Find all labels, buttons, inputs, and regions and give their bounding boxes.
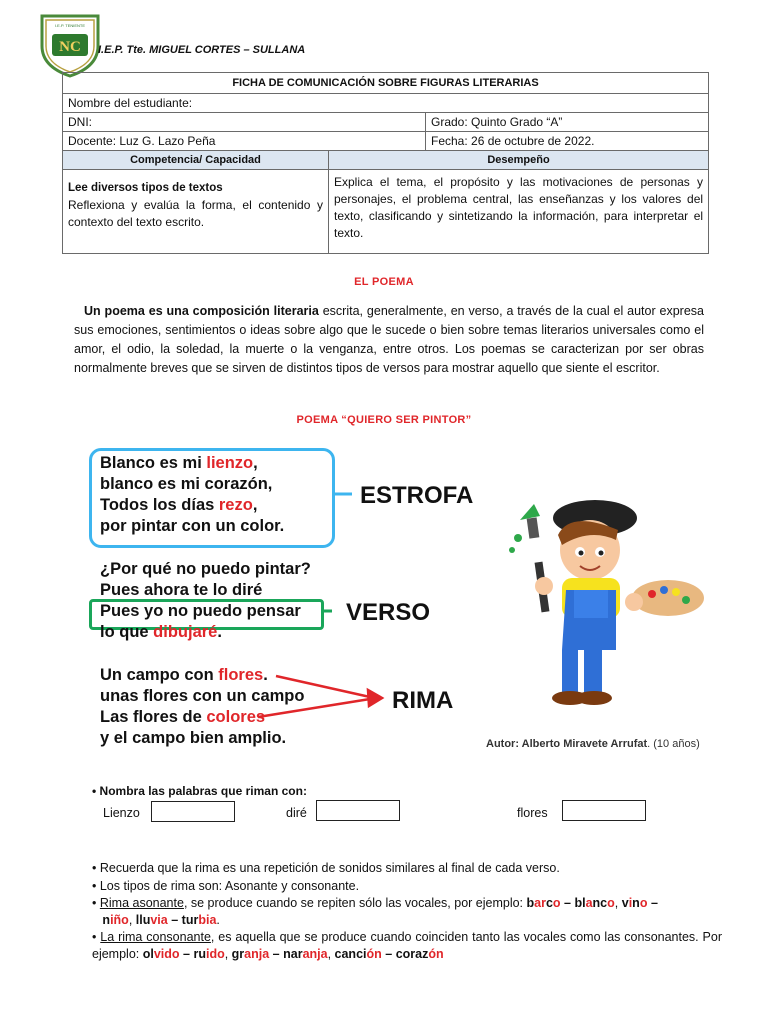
author-age: . (10 años) — [647, 738, 700, 750]
estrofa-label: ESTROFA — [360, 482, 474, 509]
desempeno-text: Explica el tema, el propósito y las motivaciones de personas y personajes, el problema central, las enseñanzas y los valores del texto, clasificando y sintetizando la información, para interpretar el texto. — [329, 170, 709, 254]
verse-3: Todos los días rezo, — [100, 496, 258, 514]
competencia-title: Lee diversos tipos de textos — [68, 182, 223, 194]
verse-2: blanco es mi corazón, — [100, 475, 273, 493]
word-dire: diré — [286, 806, 307, 820]
verse-6: Pues ahora te lo diré — [100, 581, 263, 599]
verse-4: por pintar con un color. — [100, 517, 285, 535]
verse-9: Un campo con flores. — [100, 666, 268, 684]
verse-11: Las flores de colores — [100, 708, 266, 726]
competencia-header: Competencia/ Capacidad — [63, 151, 329, 170]
intro-rest: escrita, generalmente, en verso, a través de la cual el autor expresa sus emociones, sentimientos o ideas sobre algo que le sucede o bien sobre temas literarios universales como el amor, el odio, la soledad, la muerte o la venganza, entre otros. Los poemas se caracterizan por ser obras normalmente breves que se sirven de distintos tipos de versos para mostrar aquello que siente el escritor. — [74, 304, 704, 375]
verso-label: VERSO — [346, 599, 431, 626]
stanza-3 — [100, 665, 304, 749]
stanza-1 — [100, 453, 284, 537]
note-3: • Rima asonante, se produce cuando se repiten sólo las vocales, por ejemplo: barco – blanco, vino – niño, lluvia – turbia. — [92, 896, 658, 927]
author-name: Autor: Alberto Miravete Arrufat — [486, 738, 648, 750]
verse-12: y el campo bien amplio. — [100, 729, 287, 747]
student-name-field: Nombre del estudiante: — [63, 94, 709, 113]
verse-5: ¿Por qué no puedo pintar? — [100, 560, 311, 578]
word-flores: flores — [517, 806, 548, 820]
answer-input-lienzo[interactable] — [151, 801, 235, 822]
painter-boy-illustration-icon — [500, 490, 710, 710]
verse-10: unas flores con un campo — [100, 687, 305, 705]
svg-text:NC: NC — [59, 39, 81, 55]
competencia-text: Reflexiona y evalúa la forma, el contenido y contexto del texto escrito. — [68, 198, 323, 229]
section-title: EL POEMA — [354, 276, 414, 288]
note-2: • Los tipos de rima son: Asonante y consonante. — [92, 879, 360, 893]
rima-label: RIMA — [392, 687, 454, 714]
answer-input-dire[interactable] — [316, 800, 400, 821]
verse-7: Pues yo no puedo pensar — [100, 602, 301, 620]
desempeno-header: Desempeño — [329, 151, 709, 170]
dni-field: DNI: — [63, 113, 426, 132]
note-4: • La rima consonante, es aquella que se produce cuando coinciden tanto las vocales como las consonantes. Por ejemplo: olvido – ruido, granja – naranja, canción – corazón — [92, 930, 722, 961]
school-name: I.E.P. Tte. MIGUEL CORTES – SULLANA — [98, 44, 306, 56]
note-1: • Recuerda que la rima es una repetición de sonidos similares al final de cada verso. — [92, 861, 560, 875]
word-lienzo: Lienzo — [103, 806, 140, 820]
logo-text: I.E.P. TENIENTE — [54, 23, 86, 28]
answer-input-flores[interactable] — [562, 800, 646, 821]
stanza-2 — [100, 559, 311, 643]
author-credit — [486, 738, 700, 750]
poem-title: POEMA “QUIERO SER PINTOR” — [296, 414, 472, 426]
verse-1: Blanco es mi lienzo, — [100, 454, 258, 472]
teacher-field: Docente: Luz G. Lazo Peña — [63, 132, 426, 151]
exercise-instruction: • Nombra las palabras que riman con: — [92, 784, 307, 798]
grade-field: Grado: Quinto Grado “A” — [426, 113, 709, 132]
verse-8: lo que dibujaré. — [100, 623, 222, 641]
date-field: Fecha: 26 de octubre de 2022. — [426, 132, 709, 151]
intro-bold: Un poema es una composición literaria — [84, 304, 319, 318]
ficha-title: FICHA DE COMUNICACIÓN SOBRE FIGURAS LITERARIAS — [63, 73, 709, 94]
